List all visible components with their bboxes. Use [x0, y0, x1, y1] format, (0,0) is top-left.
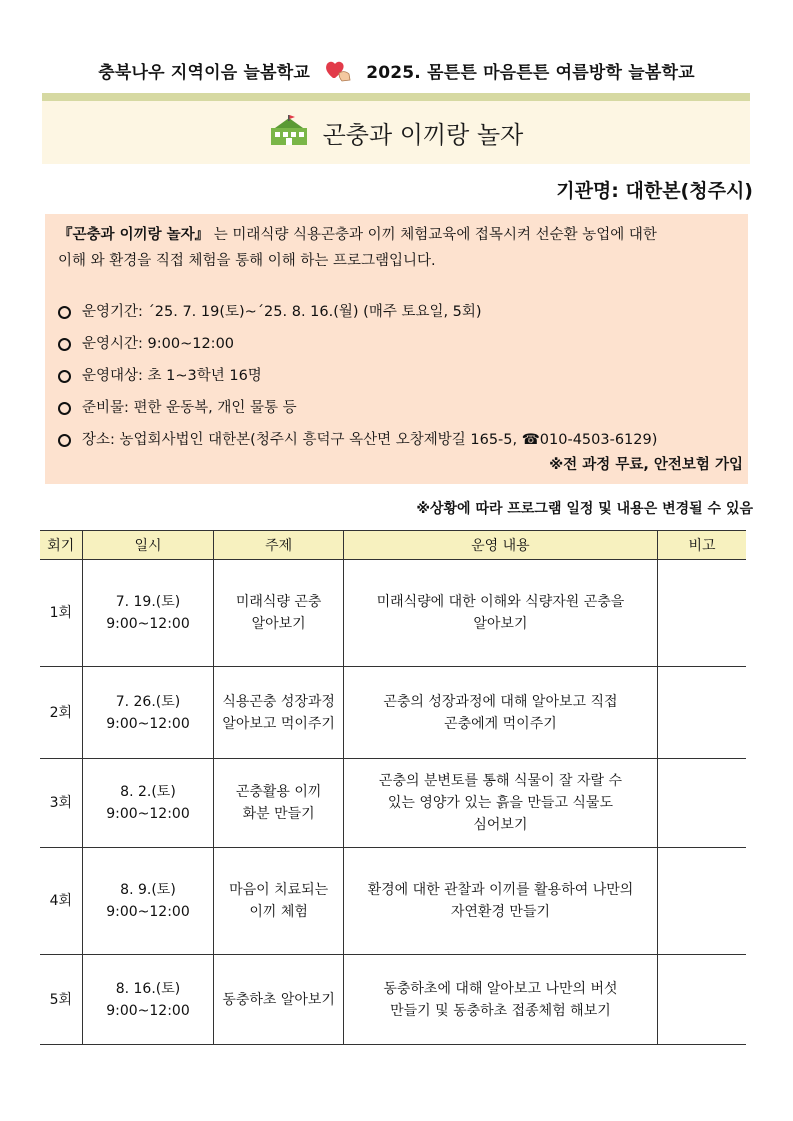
program-title: 곤충과 이끼랑 놀자 [322, 121, 524, 149]
free-note: ※전 과정 무료, 안전보험 가입 [549, 457, 743, 473]
session-cell: 5회 [40, 955, 82, 1045]
school-building-icon [269, 115, 309, 151]
info-item-location: 장소: 농업회사법인 대한본(청주시 흥덕구 옥산면 오창제방길 165-5, ☎010-4503-6129) [58, 424, 734, 456]
note-cell [657, 848, 746, 955]
topic-cell: 미래식량 곤충 알아보기 [214, 560, 344, 667]
date-cell: 8. 9.(토) 9:00~12:00 [82, 848, 214, 955]
header-note: 비고 [657, 531, 746, 560]
header-left-title: 충북나우 지역이음 늘봄학교 [98, 63, 310, 83]
topic-cell: 마음이 치료되는 이끼 체험 [214, 848, 344, 955]
intro-text [58, 222, 734, 274]
note-cell [657, 667, 746, 759]
banner-top-bar [42, 93, 750, 101]
session-cell: 2회 [40, 667, 82, 759]
topic-cell: 곤충활용 이끼 화분 만들기 [214, 759, 344, 848]
circle-bullet-icon [58, 434, 71, 447]
header-session: 회기 [40, 531, 82, 560]
date-cell: 7. 19.(토) 9:00~12:00 [82, 560, 214, 667]
date-cell: 8. 2.(토) 9:00~12:00 [82, 759, 214, 848]
table-row [40, 667, 746, 759]
info-item-supplies: 준비물: 편한 운동복, 개인 물통 등 [58, 392, 734, 424]
circle-bullet-icon [58, 402, 71, 415]
note-cell [657, 955, 746, 1045]
table-row [40, 848, 746, 955]
schedule-table [40, 530, 746, 1045]
info-item-time: 운영시간: 9:00~12:00 [58, 328, 734, 360]
title-banner [42, 101, 750, 164]
note-cell [657, 759, 746, 848]
intro-program-name: 『곤충과 이끼랑 놀자』 [58, 227, 210, 243]
session-cell: 3회 [40, 759, 82, 848]
header-right-title: 2025. 몸튼튼 마음튼튼 여름방학 늘봄학교 [366, 63, 695, 83]
topic-cell: 식용곤충 성장과정 알아보고 먹이주기 [214, 667, 344, 759]
content-cell: 곤충의 성장과정에 대해 알아보고 직접 곤충에게 먹이주기 [343, 667, 657, 759]
table-header-row [40, 531, 746, 560]
header-content: 운영 내용 [343, 531, 657, 560]
table-row [40, 955, 746, 1045]
circle-bullet-icon [58, 338, 71, 351]
header-title [0, 58, 793, 88]
table-row [40, 759, 746, 848]
schedule-notice: ※상황에 따라 프로그램 일정 및 내용은 변경될 수 있음 [416, 501, 753, 517]
content-cell: 동충하초에 대해 알아보고 나만의 버섯 만들기 및 동충하초 접종체험 해보기 [343, 955, 657, 1045]
intro-line-1: 는 미래식량 식용곤충과 이끼 체험교육에 접목시켜 선순환 농업에 대한 [213, 227, 657, 243]
date-cell: 7. 26.(토) 9:00~12:00 [82, 667, 214, 759]
organization-name: 기관명: 대한본(청주시) [556, 180, 753, 202]
intro-line-2: 이해 와 환경을 직접 체험을 통해 이해 하는 프로그램입니다. [58, 253, 436, 269]
info-item-period: 운영기간: ´25. 7. 19(토)~´25. 8. 16.(월) (매주 토요일, 5회) [58, 296, 734, 328]
header-topic: 주제 [214, 531, 344, 560]
content-cell: 곤충의 분변토를 통해 식물이 잘 자랄 수 있는 영양가 있는 흙을 만들고 식물도 심어보기 [343, 759, 657, 848]
info-item-target: 운영대상: 초 1~3학년 16명 [58, 360, 734, 392]
session-cell: 4회 [40, 848, 82, 955]
info-list [58, 296, 734, 456]
circle-bullet-icon [58, 370, 71, 383]
date-cell: 8. 16.(토) 9:00~12:00 [82, 955, 214, 1045]
header-date: 일시 [82, 531, 214, 560]
content-cell: 환경에 대한 관찰과 이끼를 활용하여 나만의 자연환경 만들기 [343, 848, 657, 955]
topic-cell: 동충하초 알아보기 [214, 955, 344, 1045]
circle-bullet-icon [58, 306, 71, 319]
heart-hand-icon [324, 59, 352, 88]
note-cell [657, 560, 746, 667]
content-cell: 미래식량에 대한 이해와 식량자원 곤충을 알아보기 [343, 560, 657, 667]
table-row [40, 560, 746, 667]
info-box [45, 214, 748, 484]
session-cell: 1회 [40, 560, 82, 667]
